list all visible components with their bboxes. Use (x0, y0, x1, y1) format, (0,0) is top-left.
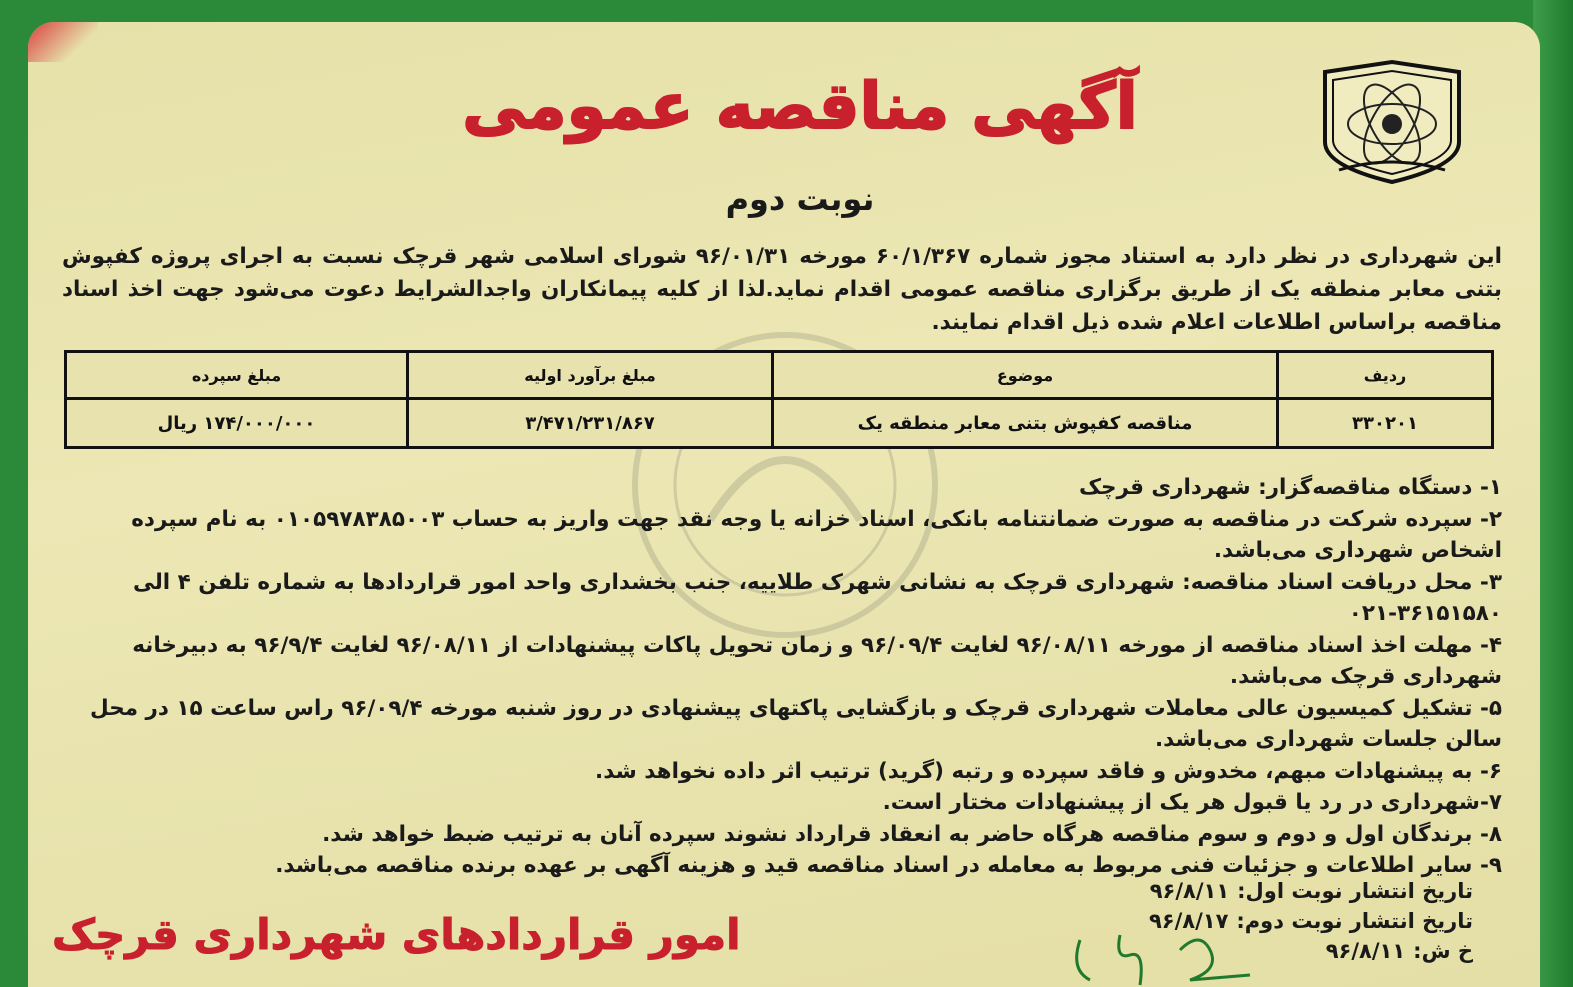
tender-table (64, 350, 1494, 449)
list-item: ۲- سپرده شرکت در مناقصه به صورت ضمانتنامه بانکی، اسناد خزانه یا وجه نقد جهت واریز به حساب ۰۱۰۵۹۷۸۳۸۵۰۰۳ به نام سپرده اشخاص شهرداری می‌باشد. (131, 506, 1502, 563)
date-line (973, 876, 1473, 906)
list-item: ۴- مهلت اخذ اسناد مناقصه از مورخه ۹۶/۰۸/۱۱ لغایت ۹۶/۰۹/۴ و زمان تحویل پاکات پیشنهادات از ۹۶/۰۸/۱۱ لغایت ۹۶/۹/۴ به دبیرخانه شهرداری قرچک می‌باشد. (132, 632, 1502, 689)
list-item: ۶- به پیشنهادات مبهم، مخدوش و فاقد سپرده و رتبه (گرید) ترتیب اثر داده نخواهد شد. (595, 758, 1502, 784)
header-subject: موضوع (773, 352, 1278, 399)
notice-title: آگهی مناقصه عمومی (462, 70, 1138, 144)
table-row (66, 399, 1493, 448)
list-item: ۸- برندگان اول و دوم و سوم مناقصه هرگاه حاضر به انعقاد قرارداد نشوند سپرده آنان به ترتیب ضبط خواهد شد. (322, 821, 1502, 847)
notice-subtitle: نوبت دوم (725, 180, 875, 218)
handwritten-number-icon (1060, 930, 1260, 987)
date-value: ۹۶/۸/۱۱ (1149, 879, 1230, 903)
date-value: ۹۶/۸/۱۷ (1148, 909, 1229, 933)
corner-decoration (28, 22, 98, 62)
header-deposit: مبلغ سپرده (66, 352, 408, 399)
header-row-number: ردیف (1278, 352, 1493, 399)
footer-issuer: امور قراردادهای شهرداری قرچک (52, 910, 741, 959)
date-value: ۹۶/۸/۱۱ (1325, 939, 1406, 963)
list-item: ۵- تشکیل کمیسیون عالی معاملات شهرداری قرچک و بازگشایی پاکتهای پیشنهادی در روز شنبه مورخه ۹۶/۰۹/۴ راس ساعت ۱۵ در محل سالن جلسات شهرداری می‌باشد. (90, 695, 1502, 752)
list-item: ۷-شهرداری در رد یا قبول هر یک از پیشنهادات مختار است. (882, 790, 1502, 815)
list-item: ۳- محل دریافت اسناد مناقصه: شهرداری قرچک به نشانی شهرک طلاییه، جنب بخشداری واحد امور قراردادها به شماره تلفن ۴ الی ۳۶۱۵۱۵۸۰-۰۲۱ (132, 569, 1502, 626)
cell-deposit: ۱۷۴/۰۰۰/۰۰۰ ریال (66, 399, 408, 448)
date-label: خ ش: (1413, 939, 1473, 963)
list-item: ۱- دستگاه مناقصه‌گزار: شهرداری قرچک (1078, 475, 1502, 500)
cell-estimate: ۳/۴۷۱/۲۳۱/۸۶۷ (408, 399, 773, 448)
municipality-logo-icon (1319, 58, 1465, 186)
table-header-row (66, 352, 1493, 399)
conditions-list (62, 472, 1502, 882)
header-estimate: مبلغ برآورد اولیه (408, 352, 773, 399)
cell-row-number: ۳۳۰۲۰۱ (1278, 399, 1493, 448)
date-label: تاریخ انتشار نوبت اول: (1237, 879, 1473, 903)
list-item: ۹- سایر اطلاعات و جزئیات فنی مربوط به معامله در اسناد مناقصه قید و هزینه آگهی بر عهده برنده مناقصه می‌باشد. (275, 853, 1502, 878)
date-label: تاریخ انتشار نوبت دوم: (1236, 909, 1473, 933)
intro-paragraph: این شهرداری در نظر دارد به استناد مجوز شماره ۶۰/۱/۳۶۷ مورخه ۹۶/۰۱/۳۱ شورای اسلامی شهر قرچک نسبت به اجرای پروژه کفپوش بتنی معابر منطقه یک از طریق برگزاری مناقصه عمومی اقدام نماید.لذا از کلیه پیمانکاران واجدالشرایط دعوت می‌شود جهت اخذ اسناد مناقصه براساس اطلاعات اعلام شده ذیل اقدام نمایند. (62, 244, 1502, 335)
cell-subject: مناقصه کفپوش بتنی معابر منطقه یک (773, 399, 1278, 448)
